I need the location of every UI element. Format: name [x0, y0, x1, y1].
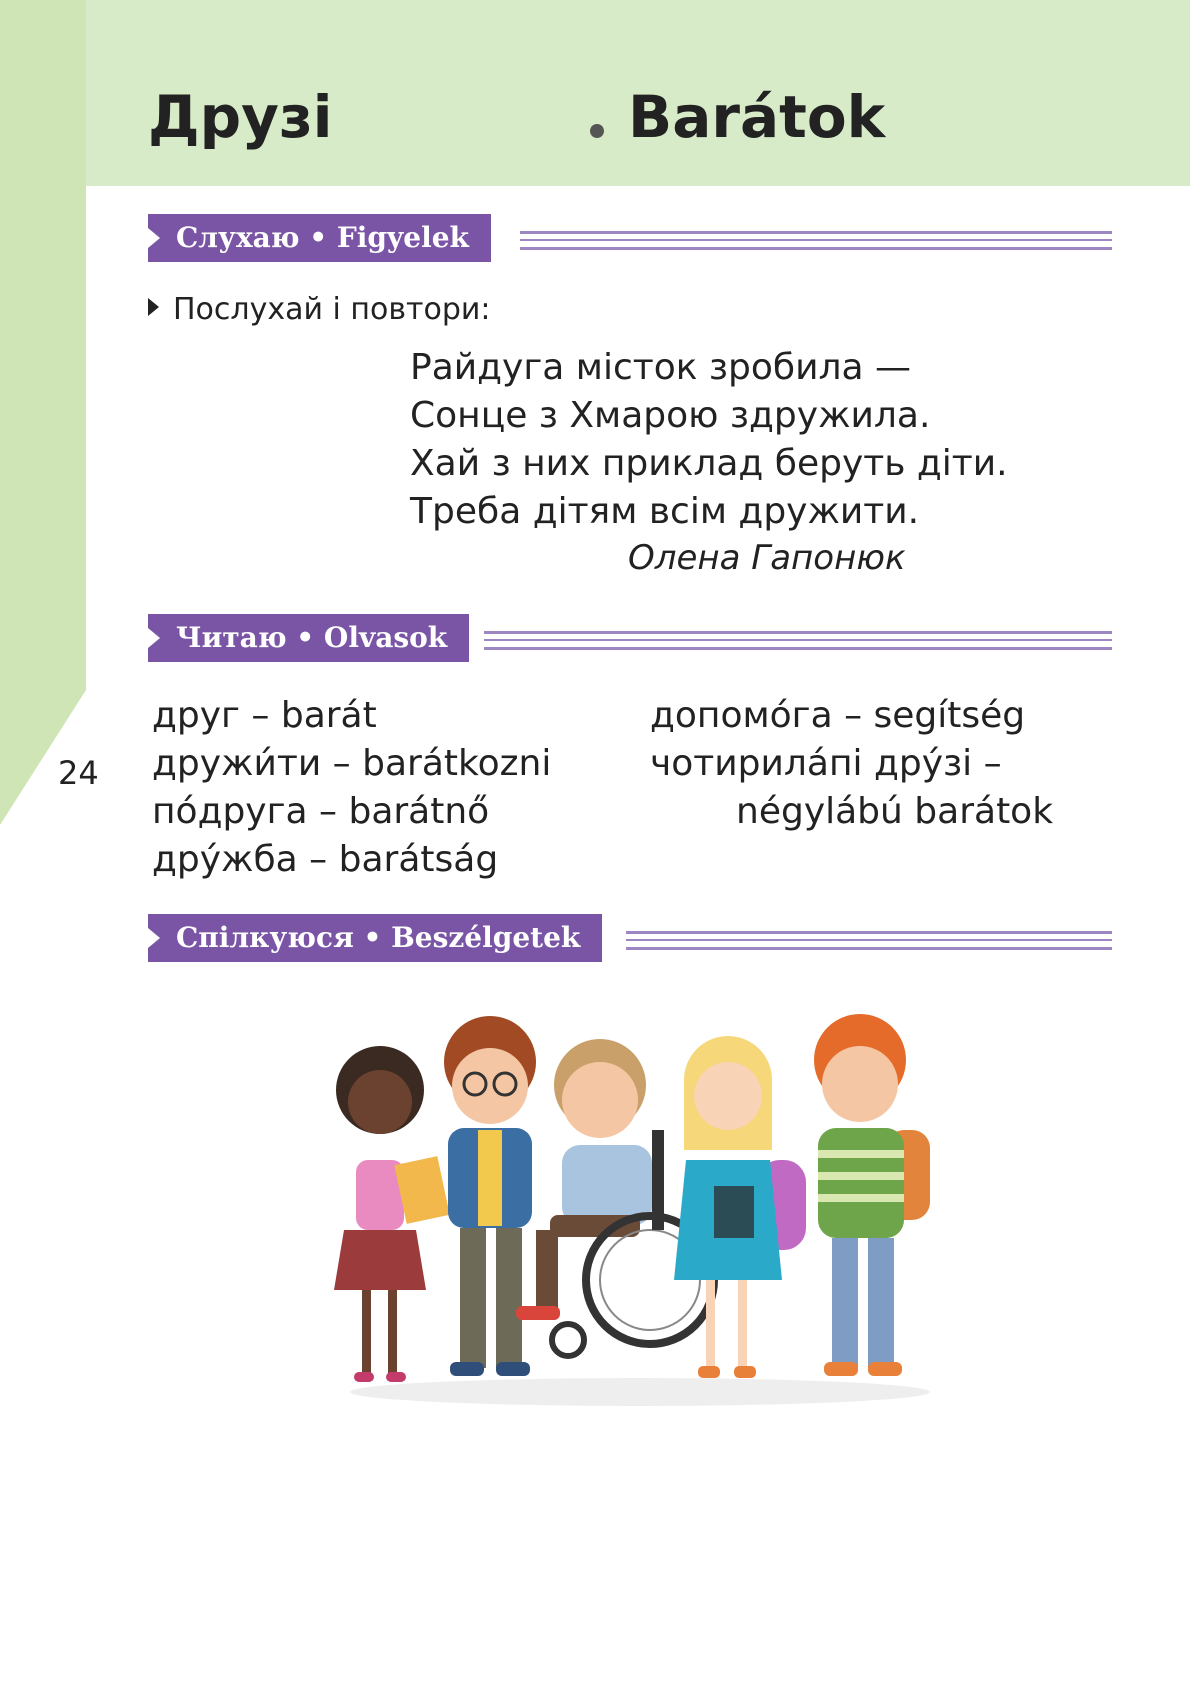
section-talk-label: Спілкуюся • Beszélgetek [148, 914, 602, 962]
instruction [148, 292, 491, 327]
section-read-rule [484, 631, 1112, 650]
page-title-uk: Друзі [148, 83, 333, 151]
side-tab [0, 0, 86, 825]
vocabulary-left [152, 692, 551, 884]
vocab-item: друг – barát [152, 695, 377, 736]
page-title-hu: Barátok [628, 83, 886, 151]
poem-line: Райдуга місток зробила — [410, 347, 912, 388]
section-talk-rule [626, 931, 1112, 950]
section-talk [148, 914, 1112, 962]
poem-author: Олена Гапонюк [628, 538, 906, 578]
section-listen-label: Слухаю • Figyelek [148, 214, 491, 262]
title-separator-dot [590, 124, 604, 138]
poem-line: Треба дітям всім дружити. [410, 491, 920, 532]
child-girl-1 [334, 1046, 450, 1382]
child-boy-redhead [814, 1014, 930, 1376]
vocabulary-right [650, 692, 1053, 836]
five-children-friends-illustration [330, 1010, 950, 1410]
child-boy-glasses [444, 1016, 536, 1376]
page-number: 24 [58, 754, 99, 792]
vocab-item: négylábú barátok [736, 791, 1054, 832]
vocab-item: чотирила́пі дру́зі – [650, 743, 1002, 784]
poem-line: Сонце з Хмарою здружила. [410, 395, 931, 436]
section-listen [148, 214, 1112, 262]
vocab-item: допомо́га – segítség [650, 695, 1026, 736]
section-read-label: Читаю • Olvasok [148, 614, 469, 662]
poem [410, 344, 1008, 536]
vocab-item: дружи́ти – barátkozni [152, 743, 552, 784]
instruction-text: Послухай і повтори: [173, 292, 491, 327]
poem-line: Хай з них приклад беруть діти. [410, 443, 1008, 484]
vocab-item: по́друга – barátnő [152, 791, 490, 832]
section-listen-rule [520, 231, 1112, 250]
section-read [148, 614, 1112, 662]
bullet-triangle-icon [148, 298, 159, 316]
vocab-item: дру́жба – barátság [152, 839, 499, 880]
